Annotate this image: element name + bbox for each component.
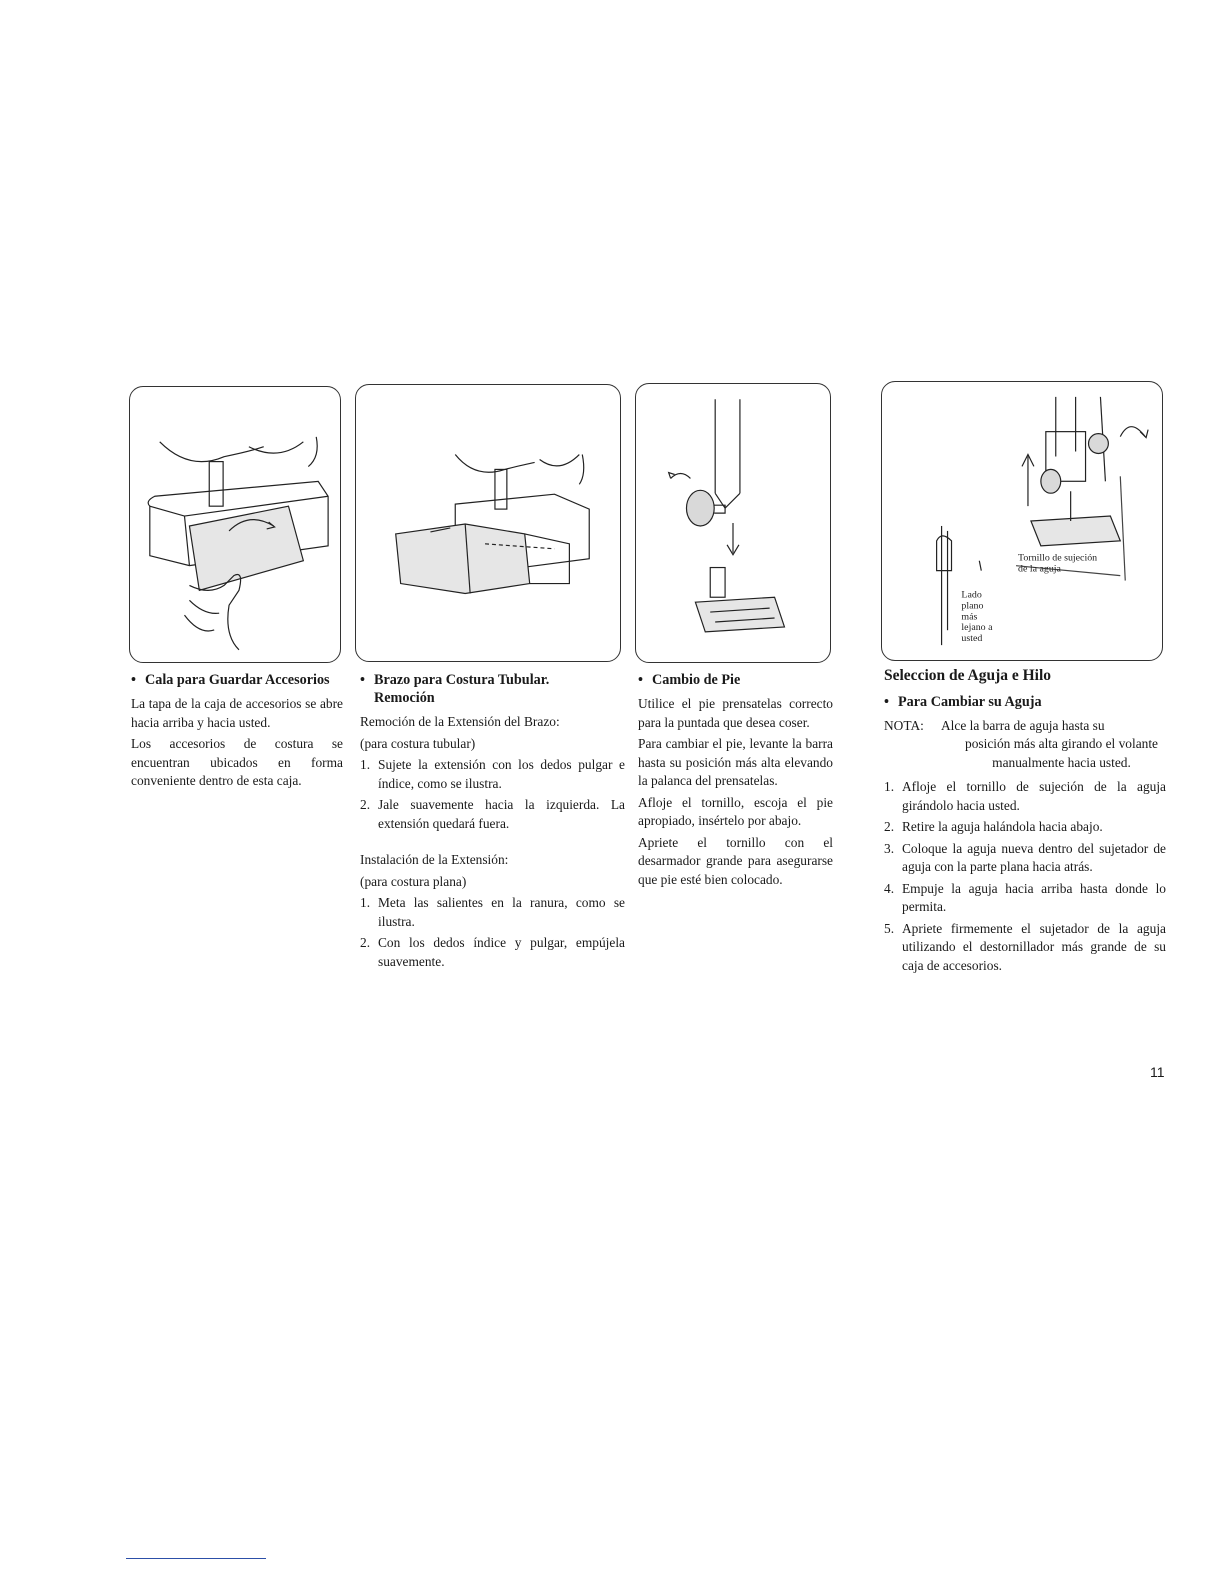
figure-needle [881, 381, 1163, 661]
side-label-2: plano [961, 600, 984, 612]
removal-title: Remoción de la Extensión del Brazo: [360, 714, 560, 729]
presser-foot-paragraph-2: Para cambiar el pie, levante la barra hasta su posición más alta elevando la palanca del prensatelas. [638, 736, 833, 788]
list-item: 4. Empuje la aguja hacia arriba hasta donde lo permita. [884, 880, 1166, 914]
note-text-first: Alce la barra de aguja hasta su [941, 717, 1105, 733]
list-item: 2. Jale suavemente hacia la izquierda. La extensión quedará fuera. [360, 797, 625, 831]
list-item: 2. Con los dedos índice y pulgar, empújela suavemente. [360, 935, 625, 969]
column-presser-foot [638, 671, 833, 892]
presser-foot-paragraph-4: Apriete el tornillo con el desarmador grande para asegurarse que pie esté bien colocado. [638, 834, 833, 887]
needle-steps [884, 778, 1166, 975]
free-arm-illustration [356, 385, 620, 661]
free-arm-heading: • Brazo para Costura Tubular. Remoción [360, 672, 550, 706]
install-subtitle: (para costura plana) [360, 873, 467, 889]
screw-label-line1: Tornillo de sujeción [1018, 552, 1098, 564]
install-steps [360, 894, 625, 971]
list-item: 1. Meta las salientes en la ranura, como se ilustra. [360, 895, 625, 929]
removal-subtitle: (para costura tubular) [360, 735, 476, 751]
needle-section-title: Seleccion de Aguja e Hilo [884, 667, 1052, 684]
presser-foot-paragraph-1: Utilice el pie prensatelas correcto para la puntada que desea coser. [638, 696, 833, 730]
needle-heading: • Para Cambiar su Aguja [884, 693, 1042, 710]
list-item: 1. Afloje el tornillo de sujeción de la aguja girándolo hacia usted. [884, 779, 1166, 813]
note-label: NOTA: [884, 717, 924, 733]
list-item: 2. Retire la aguja halándola hacia abajo. [884, 819, 1103, 834]
column-needle [884, 667, 1166, 979]
side-label-4: lejano a [961, 622, 993, 634]
presser-foot-illustration [636, 384, 830, 662]
accessory-box-heading: • Cala para Guardar Accesorios [131, 672, 330, 688]
accessory-box-illustration [130, 387, 340, 662]
column-free-arm [360, 671, 625, 975]
bottom-rule [126, 1558, 266, 1559]
page-number: 11 [1150, 1064, 1165, 1080]
side-label-1: Lado [961, 589, 982, 601]
figure-accessory-box [129, 386, 341, 663]
list-item: 5. Apriete firmemente el sujetador de la aguja utilizando el destornillador más grande de su caja de accesorios. [884, 920, 1166, 973]
note-block [884, 717, 1166, 773]
presser-foot-heading: • Cambio de Pie [638, 672, 741, 688]
list-item: 1. Sujete la extensión con los dedos pulgar e índice, como se ilustra. [360, 757, 625, 791]
list-item: 3. Coloque la aguja nueva dentro del sujetador de aguja con la parte plana hacia atrás. [884, 840, 1166, 874]
install-title: Instalación de la Extensión: [360, 852, 509, 867]
screw-label-line2: de la aguja [1018, 563, 1061, 575]
side-label-3: más [961, 611, 978, 623]
removal-steps [360, 756, 625, 833]
accessory-box-paragraph-2: Los accesorios de costura se encuentran ubicados en forma conveniente dentro de esta caja. [131, 736, 343, 788]
accessory-box-paragraph-1: La tapa de la caja de accesorios se abre hacia arriba y hacia usted. [131, 696, 343, 730]
column-accessory-box [131, 671, 343, 794]
side-label-5: usted [961, 633, 983, 645]
note-text-rest: posición más alta girando el volante manualmente hacia usted. [965, 736, 1158, 770]
figure-presser-foot [635, 383, 831, 663]
figure-free-arm [355, 384, 621, 662]
presser-foot-paragraph-3: Afloje el tornillo, escoja el pie apropiado, insértelo por abajo. [638, 794, 833, 828]
needle-illustration [882, 382, 1162, 660]
